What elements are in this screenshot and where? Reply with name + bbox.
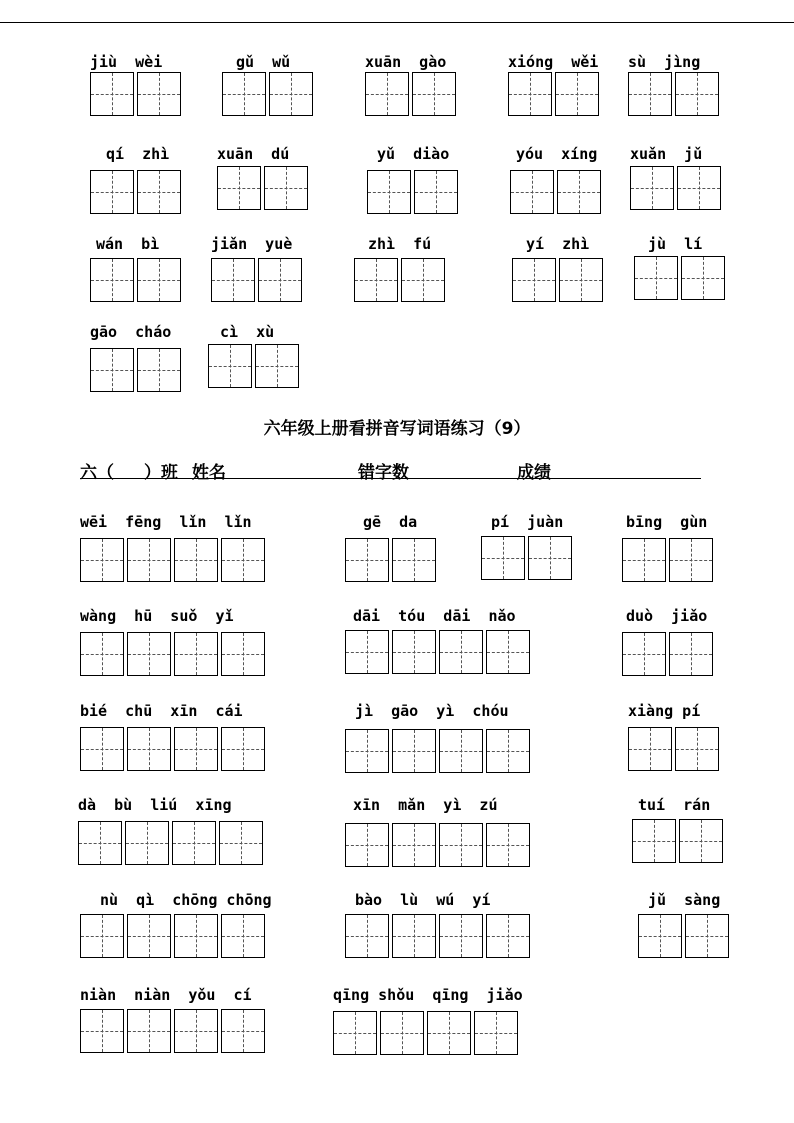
- writing-box[interactable]: [412, 72, 456, 116]
- writing-box[interactable]: [80, 538, 124, 582]
- pinyin-label: dāi tóu dāi nǎo: [353, 607, 516, 625]
- writing-box[interactable]: [512, 258, 556, 302]
- pinyin-label: tuí rán: [638, 796, 711, 814]
- writing-box[interactable]: [675, 72, 719, 116]
- writing-box[interactable]: [486, 729, 530, 773]
- writing-box[interactable]: [255, 344, 299, 388]
- pinyin-label: nù qì chōng chōng: [100, 891, 272, 909]
- writing-box[interactable]: [222, 72, 266, 116]
- writing-box[interactable]: [127, 914, 171, 958]
- writing-box[interactable]: [528, 536, 572, 580]
- writing-box[interactable]: [439, 823, 483, 867]
- writing-box[interactable]: [367, 170, 411, 214]
- writing-box[interactable]: [217, 166, 261, 210]
- pinyin-label: gē da: [363, 513, 418, 531]
- writing-box[interactable]: [630, 166, 674, 210]
- pinyin-label: bié chū xīn cái: [80, 702, 243, 720]
- writing-box[interactable]: [557, 170, 601, 214]
- pinyin-label: jiǎn yuè: [211, 235, 293, 253]
- errors-label: 错字数: [358, 458, 409, 479]
- writing-box[interactable]: [392, 538, 436, 582]
- pinyin-label: bào lù wú yí: [355, 891, 491, 909]
- top-rule: [0, 22, 794, 23]
- writing-box[interactable]: [380, 1011, 424, 1055]
- pinyin-label: qīng shǒu qīng jiǎo: [333, 986, 523, 1004]
- writing-box[interactable]: [634, 256, 678, 300]
- writing-box[interactable]: [345, 823, 389, 867]
- writing-box[interactable]: [345, 914, 389, 958]
- writing-box[interactable]: [439, 630, 483, 674]
- writing-box[interactable]: [486, 914, 530, 958]
- pinyin-label: wàng hū suǒ yǐ: [80, 607, 234, 625]
- writing-box[interactable]: [427, 1011, 471, 1055]
- pinyin-label: duò jiǎo: [626, 607, 708, 625]
- student-info-line: [80, 458, 734, 483]
- writing-box[interactable]: [628, 72, 672, 116]
- writing-box[interactable]: [679, 819, 723, 863]
- writing-box[interactable]: [508, 72, 552, 116]
- writing-box[interactable]: [90, 170, 134, 214]
- writing-box[interactable]: [258, 258, 302, 302]
- writing-box[interactable]: [392, 914, 436, 958]
- pinyin-label: yóu xíng: [516, 145, 598, 163]
- writing-box[interactable]: [221, 727, 265, 771]
- writing-box[interactable]: [211, 258, 255, 302]
- writing-box[interactable]: [90, 72, 134, 116]
- writing-box[interactable]: [90, 258, 134, 302]
- writing-box[interactable]: [392, 630, 436, 674]
- writing-box[interactable]: [127, 1009, 171, 1053]
- writing-box[interactable]: [638, 914, 682, 958]
- pinyin-label: niàn niàn yǒu cí: [80, 986, 252, 1004]
- pinyin-label: yǔ diào: [377, 145, 450, 163]
- writing-box[interactable]: [80, 1009, 124, 1053]
- writing-box[interactable]: [221, 632, 265, 676]
- writing-box[interactable]: [137, 72, 181, 116]
- class-suffix-label: ）班: [144, 463, 178, 483]
- writing-box[interactable]: [127, 538, 171, 582]
- pinyin-label: xīn mǎn yì zú: [353, 796, 498, 814]
- pinyin-label: gǔ wǔ: [236, 53, 291, 71]
- writing-box[interactable]: [269, 72, 313, 116]
- writing-box[interactable]: [474, 1011, 518, 1055]
- writing-box[interactable]: [221, 914, 265, 958]
- pinyin-label: jì gāo yì chóu: [355, 702, 509, 720]
- pinyin-label: jǔ sàng: [648, 891, 721, 909]
- pinyin-label: cì xù: [220, 323, 275, 341]
- pinyin-label: yí zhì: [526, 235, 590, 253]
- writing-box[interactable]: [486, 823, 530, 867]
- writing-box[interactable]: [174, 1009, 218, 1053]
- score-label: 成绩: [517, 458, 551, 479]
- writing-box[interactable]: [137, 170, 181, 214]
- pinyin-label: bīng gùn: [626, 513, 708, 531]
- writing-box[interactable]: [632, 819, 676, 863]
- pinyin-label: jù lí: [648, 235, 703, 253]
- pinyin-label: xuǎn jǔ: [630, 145, 703, 163]
- pinyin-label: gāo cháo: [90, 323, 172, 341]
- writing-box[interactable]: [439, 729, 483, 773]
- writing-box[interactable]: [439, 914, 483, 958]
- writing-box[interactable]: [78, 821, 122, 865]
- writing-box[interactable]: [675, 727, 719, 771]
- writing-box[interactable]: [685, 914, 729, 958]
- pinyin-label: dà bù liú xīng: [78, 796, 232, 814]
- name-label: 姓名: [192, 458, 226, 479]
- writing-box[interactable]: [137, 258, 181, 302]
- writing-box[interactable]: [345, 538, 389, 582]
- writing-box[interactable]: [125, 821, 169, 865]
- errors-blank[interactable]: [409, 458, 517, 479]
- writing-box[interactable]: [392, 729, 436, 773]
- writing-box[interactable]: [264, 166, 308, 210]
- writing-box[interactable]: [221, 1009, 265, 1053]
- pinyin-label: xuān gào: [365, 53, 447, 71]
- writing-box[interactable]: [90, 348, 134, 392]
- writing-box[interactable]: [622, 632, 666, 676]
- writing-box[interactable]: [401, 258, 445, 302]
- class-field[interactable]: [80, 458, 178, 483]
- writing-box[interactable]: [481, 536, 525, 580]
- writing-box[interactable]: [80, 727, 124, 771]
- writing-box[interactable]: [669, 632, 713, 676]
- writing-box[interactable]: [172, 821, 216, 865]
- pinyin-label: wēi fēng lǐn lǐn: [80, 513, 252, 531]
- writing-box[interactable]: [208, 344, 252, 388]
- writing-box[interactable]: [392, 823, 436, 867]
- pinyin-label: jiù wèi: [90, 53, 163, 71]
- writing-box[interactable]: [365, 72, 409, 116]
- writing-box[interactable]: [414, 170, 458, 214]
- pinyin-label: pí juàn: [491, 513, 564, 531]
- writing-box[interactable]: [219, 821, 263, 865]
- writing-box[interactable]: [127, 727, 171, 771]
- writing-box[interactable]: [559, 258, 603, 302]
- writing-box[interactable]: [677, 166, 721, 210]
- name-blank[interactable]: [226, 458, 358, 479]
- class-prefix-label: 六（: [80, 463, 114, 483]
- worksheet-title: 六年级上册看拼音写词语练习（9）: [263, 419, 531, 439]
- writing-box[interactable]: [333, 1011, 377, 1055]
- writing-box[interactable]: [622, 538, 666, 582]
- writing-box[interactable]: [681, 256, 725, 300]
- pinyin-label: qí zhì: [106, 145, 170, 163]
- pinyin-label: xióng wěi: [508, 53, 599, 71]
- writing-box[interactable]: [486, 630, 530, 674]
- writing-box[interactable]: [669, 538, 713, 582]
- writing-box[interactable]: [174, 914, 218, 958]
- pinyin-label: xuān dú: [217, 145, 290, 163]
- writing-box[interactable]: [174, 632, 218, 676]
- writing-box[interactable]: [174, 538, 218, 582]
- writing-box[interactable]: [345, 630, 389, 674]
- pinyin-label: zhì fú: [368, 235, 432, 253]
- writing-box[interactable]: [127, 632, 171, 676]
- writing-box[interactable]: [174, 727, 218, 771]
- pinyin-label: wán bì: [96, 235, 160, 253]
- writing-box[interactable]: [354, 258, 398, 302]
- writing-box[interactable]: [80, 914, 124, 958]
- writing-box[interactable]: [510, 170, 554, 214]
- writing-box[interactable]: [80, 632, 124, 676]
- pinyin-label: sù jìng: [628, 53, 701, 71]
- writing-box[interactable]: [221, 538, 265, 582]
- writing-box[interactable]: [628, 727, 672, 771]
- pinyin-label: xiàng pí: [628, 702, 701, 720]
- writing-box[interactable]: [345, 729, 389, 773]
- writing-box[interactable]: [555, 72, 599, 116]
- writing-box[interactable]: [137, 348, 181, 392]
- score-blank[interactable]: [551, 458, 701, 479]
